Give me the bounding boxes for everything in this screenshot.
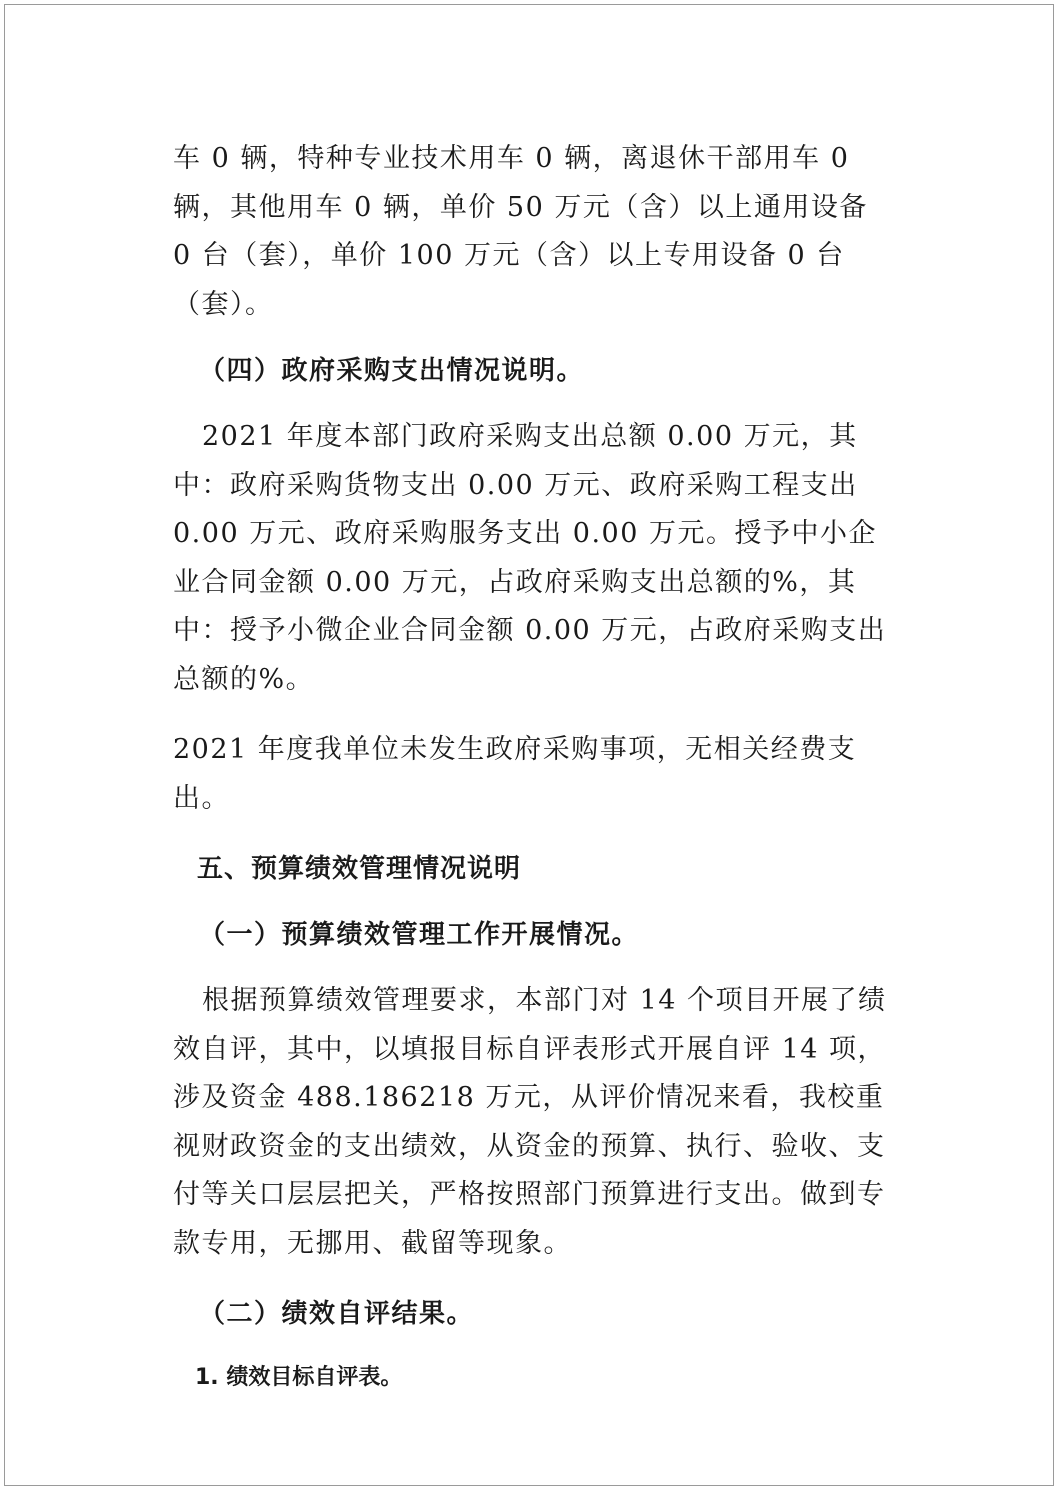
procurement-note: 2021 年度我单位未发生政府采购事项，无相关经费支出。 [173,734,857,814]
subsection-1-paragraph: 根据预算绩效管理要求，本部门对 14 个项目开展了绩效自评，其中，以填报目标自评表形式开展自评 14 项，涉及资金 488.186218 万元，从评价情况来看，我校重视财政资金的支出绩效，从资金的预算、执行、验收、支付等关口层层把关，严格按照部门预算进行支出。做到专款专用，无挪用、截留等现象。 [173,985,887,1259]
item-1-heading: 1. 绩效目标自评表。 [195,1365,403,1390]
procurement-heading: （四）政府采购支出情况说明。 [199,356,585,386]
subsection-1-heading: （一）预算绩效管理工作开展情况。 [199,920,640,950]
page-content [173,135,895,1396]
document-page [4,4,1054,1486]
section-5-heading: 五、预算绩效管理情况说明 [197,854,522,884]
procurement-paragraph: 2021 年度本部门政府采购支出总额 0.00 万元，其中：政府采购货物支出 0.00 万元、政府采购工程支出 0.00 万元、政府采购服务支出 0.00 万元。授予中小企业合同金额 0.00 万元，占政府采购支出总额的%，其中：授予小微企业合同金额 0.00 万元，占政府采购支出总额的%。 [173,421,887,695]
subsection-2-heading: （二）绩效自评结果。 [199,1299,475,1329]
vehicles-paragraph: 车 0 辆，特种专业技术用车 0 辆，离退休干部用车 0 辆，其他用车 0 辆，单价 50 万元（含）以上通用设备 0 台（套），单价 100 万元（含）以上专用设备 0 台（套）。 [173,143,868,320]
